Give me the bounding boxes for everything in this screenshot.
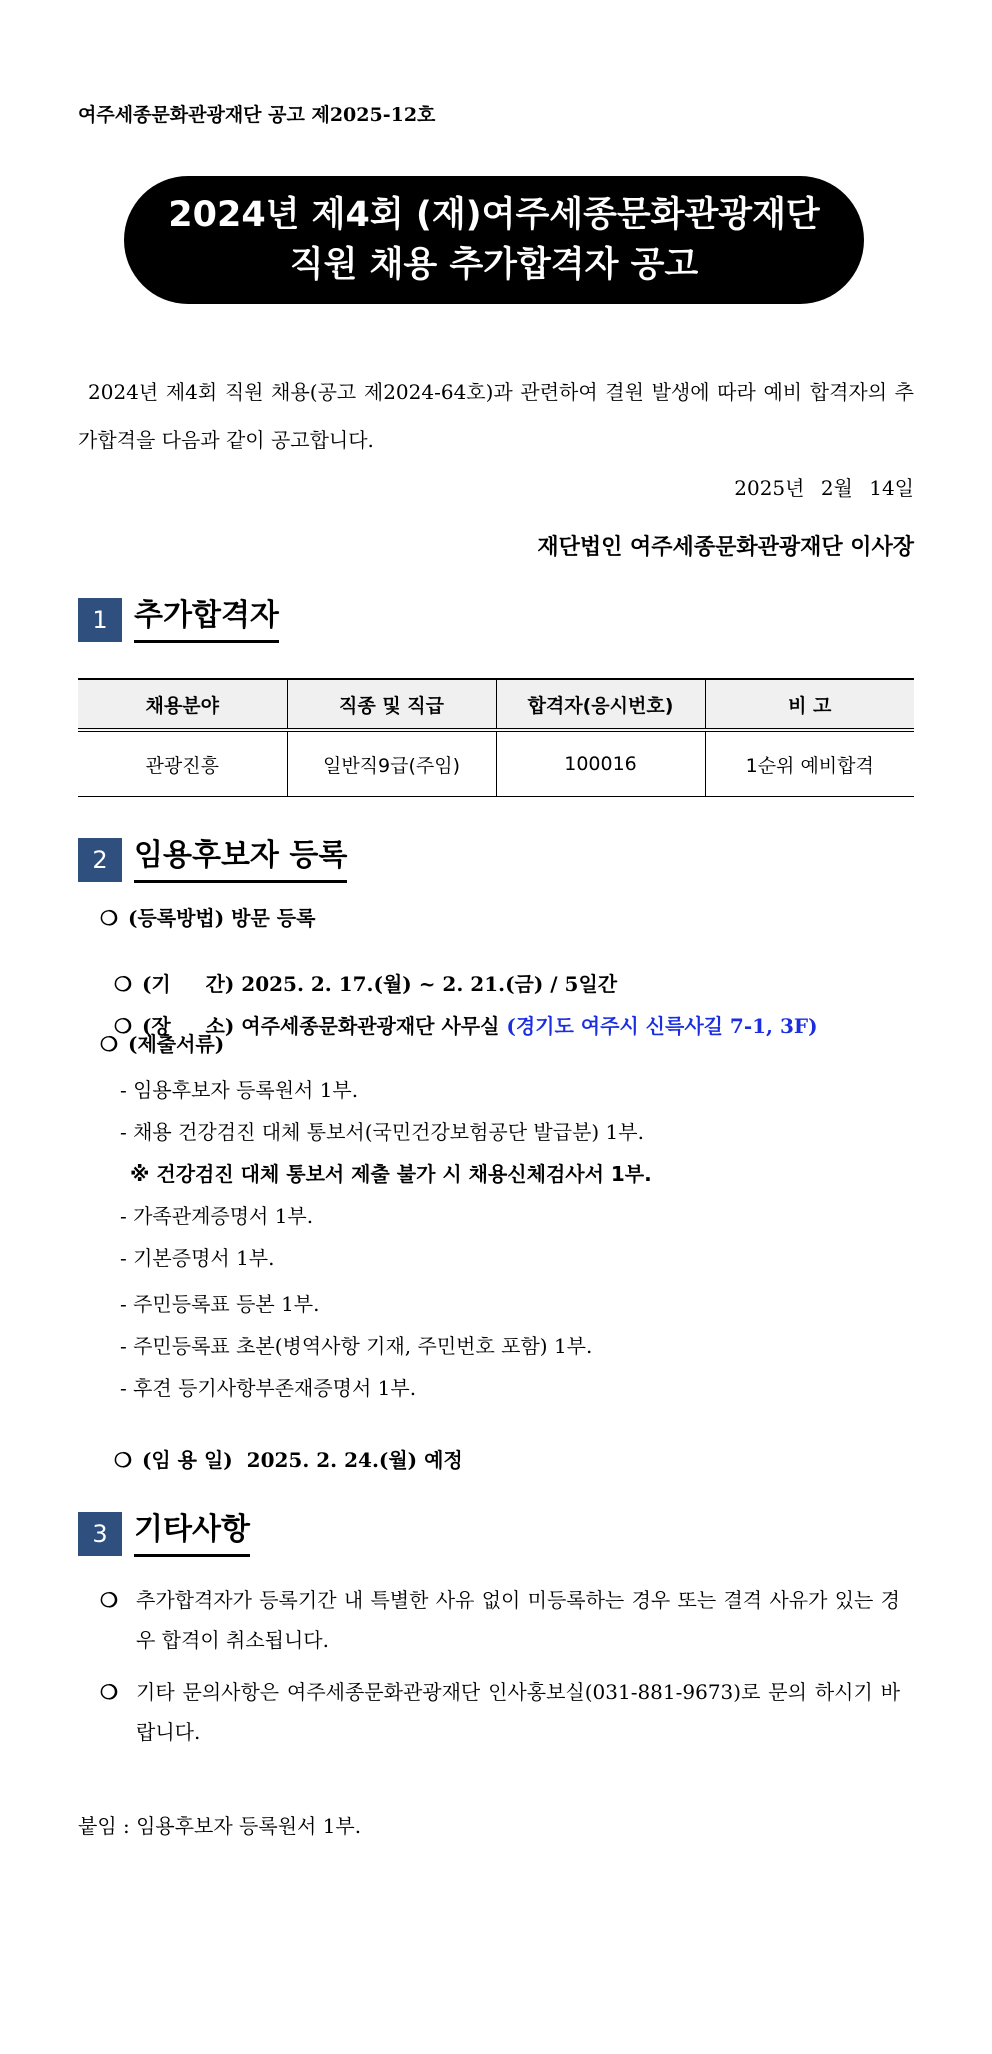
period-text: (기 간) 2025. 2. 17.(월) ~ 2. 21.(금) / 5일간 <box>141 972 618 996</box>
attachment-note: 붙임 : 임용후보자 등록원서 1부. <box>78 1814 362 1838</box>
appointment-text: (임 용 일) 2025. 2. 24.(월) 예정 <box>141 1448 463 1472</box>
table-header-row <box>78 679 914 730</box>
doc-item: - 채용 건강검진 대체 통보서(국민건강보험공단 발급분) 1부. <box>120 1120 644 1144</box>
table-header: 합격자(응시번호) <box>496 679 705 730</box>
section-3-title: 기타사항 <box>134 1510 250 1557</box>
table-row <box>78 730 914 797</box>
appointment-date <box>100 1420 463 1473</box>
table-cell: 100016 <box>496 730 705 797</box>
bullet-icon: ❍ <box>100 1032 118 1056</box>
intro-paragraph: 2024년 제4회 직원 채용(공고 제2024-64호)과 관련하여 결원 발생에 따라 예비 합격자의 추가합격을 다음과 같이 공고합니다. <box>78 380 914 452</box>
method-text: (등록방법) 방문 등록 <box>128 906 316 930</box>
place-address: (경기도 여주시 신륵사길 7-1, 3F) <box>506 1014 818 1038</box>
table-header: 채용분야 <box>78 679 287 730</box>
section-2-number: 2 <box>78 838 122 882</box>
title-line-2: 직원 채용 추가합격자 공고 <box>289 245 699 285</box>
table-cell: 1순위 예비합격 <box>705 730 914 797</box>
doc-item: - 주민등록표 초본(병역사항 기재, 주민번호 포함) 1부. <box>120 1334 593 1358</box>
etc-item <box>100 1580 900 1660</box>
notice-number: 여주세종문화관광재단 공고 제2025-12호 <box>78 104 436 126</box>
doc-item: - 주민등록표 등본 1부. <box>120 1292 320 1316</box>
signer: 재단법인 여주세종문화관광재단 이사장 <box>537 534 914 560</box>
doc-item: - 임용후보자 등록원서 1부. <box>120 1078 359 1102</box>
docs-label: (제출서류) <box>128 1032 225 1056</box>
bullet-icon: ❍ <box>100 1588 118 1612</box>
section-2-title: 임용후보자 등록 <box>134 836 347 883</box>
successful-candidate-table <box>78 678 914 797</box>
doc-item: - 기본증명서 1부. <box>120 1246 275 1270</box>
etc-text: 추가합격자가 등록기간 내 특별한 사유 없이 미등록하는 경우 또는 결격 사유가 있는 경우 합격이 취소됩니다. <box>136 1588 900 1652</box>
bullet-icon: ❍ <box>113 972 132 996</box>
section-1-title: 추가합격자 <box>134 596 279 643</box>
etc-text: 기타 문의사항은 여주세종문화관광재단 인사홍보실(031-881-9673)로 문의 하시기 바랍니다. <box>136 1680 900 1744</box>
title-line-1: 2024년 제4회 (재)여주세종문화관광재단 <box>168 195 820 235</box>
bullet-icon: ❍ <box>100 906 118 930</box>
place-text: (장 소) 여주세종문화관광재단 사무실 <box>141 1014 500 1038</box>
doc-item: - 후견 등기사항부존재증명서 1부. <box>120 1376 417 1400</box>
table-cell: 일반직9급(주임) <box>287 730 496 797</box>
doc-item: - 가족관계증명서 1부. <box>120 1204 314 1228</box>
bullet-icon: ❍ <box>100 1680 118 1704</box>
table-header: 직종 및 직급 <box>287 679 496 730</box>
table-header: 비 고 <box>705 679 914 730</box>
bullet-icon: ❍ <box>113 1014 132 1038</box>
registration-method <box>100 902 315 931</box>
title-banner <box>124 176 864 304</box>
etc-item <box>100 1672 900 1752</box>
table-cell: 관광진흥 <box>78 730 287 797</box>
required-documents <box>100 1028 224 1057</box>
section-3-number: 3 <box>78 1512 122 1556</box>
notice-date: 2025년 2월 14일 <box>734 476 914 500</box>
section-1-number: 1 <box>78 598 122 642</box>
bullet-icon: ❍ <box>113 1448 132 1472</box>
doc-note: ※ 건강검진 대체 통보서 제출 불가 시 채용신체검사서 1부. <box>130 1162 652 1186</box>
